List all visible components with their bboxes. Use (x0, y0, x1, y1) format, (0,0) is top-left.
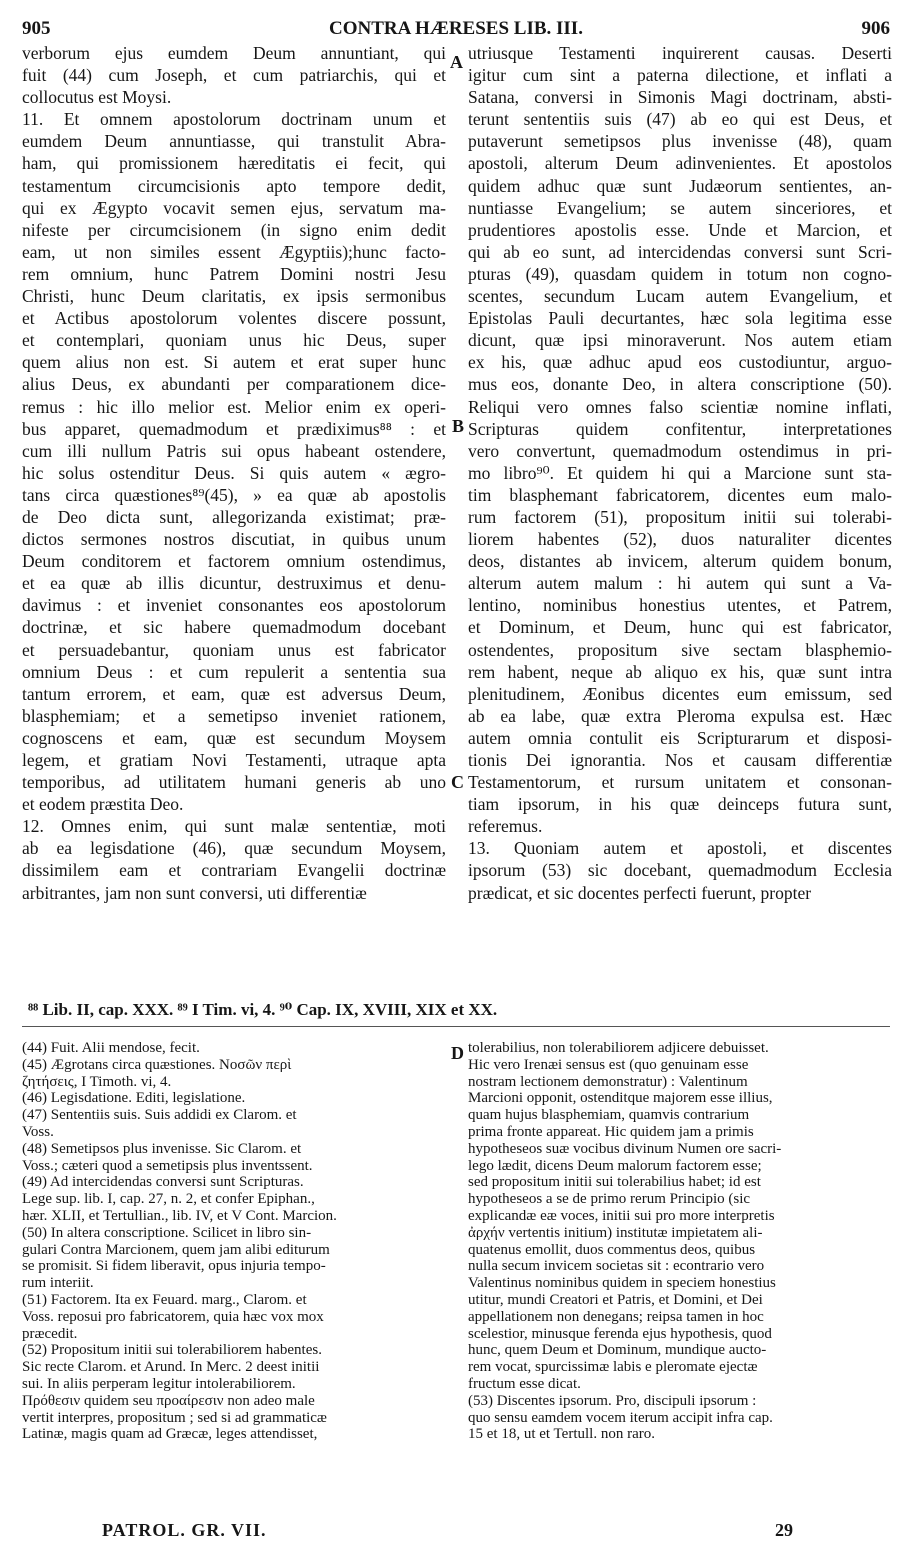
text-line: (44) Fuit. Alii mendose, fecit. (22, 1040, 200, 1056)
notes-right-column (468, 1040, 892, 1443)
text-line: (45) Ægrotans circa quæstiones. Νοσῶν περὶ (22, 1056, 292, 1073)
text-line: arbitrantes, jam non sunt conversi, uti differentiæ (22, 882, 367, 903)
text-line: referemus. (468, 816, 543, 837)
text-line: Voss.; cæteri quod a semetipsis plus inventssent. (22, 1157, 313, 1174)
text-line: dictos sermones nostros discutiat, in quibus unum (22, 529, 446, 550)
text-line: Christi, hunc Deum claritatis, ex ipsis sermonibus (22, 286, 446, 307)
text-line: rem omnium, hunc Patrem Domini nostri Jesu (22, 263, 446, 284)
text-line: verborum ejus eumdem Deum annuntiant, qui (22, 43, 446, 63)
text-line: et Actibus apostolorum volentes discere possunt, (22, 308, 446, 329)
text-line: sed propositum initii sui tolerabilius habet; id est (468, 1174, 761, 1191)
text-line: ipsorum (53) sic docebant, quemadmodum Ecclesia (468, 860, 892, 881)
text-line: præcedit. (22, 1325, 78, 1342)
text-line: Lege sup. lib. I, cap. 27, n. 2, et confer Epiphan., (22, 1191, 315, 1208)
text-line: rem habent, neque ab aliquo ex his, quæ sunt intra (468, 661, 892, 682)
text-line: quidem adhuc quæ sunt Judæorum sentientes, an- (468, 175, 892, 196)
text-line: (53) Discentes ipsorum. Pro, discipuli ipsorum : (468, 1392, 757, 1409)
text-line: putaverunt semetipsos plus invenisse (48), quam (468, 131, 892, 152)
text-line: se promisit. Si fidem liberavit, opus injuria tempo- (22, 1258, 326, 1275)
footer-signature: 29 (775, 1520, 793, 1540)
text-line: fuit (44) cum Joseph, et cum patriarchis, qui et (22, 65, 446, 86)
text-line: hunc, quem Deum et Dominum, mundique aucto- (468, 1342, 767, 1359)
margin-letter-b: B (452, 416, 465, 436)
text-line: liorem habentes (52), duos naturaliter dicentes (468, 529, 892, 550)
text-line: nostram lectionem demonstratur) : Valentinum (468, 1073, 748, 1090)
text-line: mus eos, donante Deo, in altera conscriptione (50). (468, 374, 892, 395)
text-line: 11. Et omnem apostolorum doctrinam unum et (22, 109, 446, 130)
text-line: quem alius non est. Si autem et erat super hunc (22, 352, 446, 373)
text-line: quam hujus blasphemiam, quamvis contrarium (468, 1107, 750, 1124)
text-line: utitur, mundi Creatori et Patris, et Domini, et Dei (468, 1291, 763, 1308)
text-line: rem vocat, spurcissimæ labis e pleromate ejectæ (468, 1359, 758, 1376)
text-line: davimus : et inveniet consonantes eos apostolorum (22, 595, 446, 616)
text-line: nulla secum invicem societas sit : econtrario vero (468, 1258, 765, 1275)
text-line: Sic recte Clarom. et Arund. In Merc. 2 deest initii (22, 1359, 320, 1376)
text-line: gulari Contra Marcionem, quem jam alibi editurum (22, 1241, 330, 1258)
text-line: scelestior, minusque ferenda ejus hypothesis, quod (468, 1325, 772, 1342)
text-line: Latinæ, magis quam ad Græcæ, leges attendisset, (22, 1426, 318, 1443)
footnote-divider (22, 1026, 890, 1027)
text-line: et Dominum, et Deum, hunc qui est fabricator, (468, 617, 892, 638)
text-line: prædicat, et sic docentes perfecti fuerunt, propter (468, 882, 812, 903)
text-line: omnium Deus : et cum repulerit a sententia sua (22, 661, 446, 682)
text-line: de Deo dicta sunt, allegorizanda existimat; præ- (22, 506, 446, 527)
text-line: ham, qui promissionem hæreditatis ei fecit, qui (22, 153, 446, 174)
text-line: temporibus, ad utilitatem humani generis ab uno (22, 772, 446, 793)
text-line: Hic vero Irenæi sensus est (quo genuinam esse (468, 1056, 749, 1073)
text-line: 12. Omnes enim, qui sunt malæ sententiæ, moti (22, 816, 446, 837)
main-text-left-column (22, 42, 446, 904)
text-line: Marcioni opponit, ostenditque majorem esse illius, (468, 1090, 773, 1107)
text-line: alius Deus, ex abundanti per comparationem dice- (22, 374, 446, 395)
text-line: hær. XLII, et Tertullian., lib. IV, et V Cont. Marcion. (22, 1207, 337, 1224)
text-line: Voss. (22, 1123, 54, 1140)
text-line: vertit interpres, propositum ; sed si ad grammaticæ (22, 1409, 327, 1426)
text-line: tionis Dei ignorantia. Nos et causam differentiæ (468, 750, 892, 770)
text-line: sui. In aliis perperam legitur intolerabiliorem. (22, 1375, 296, 1392)
text-line: eam, ut non similes essent Ægyptiis);hunc facto- (22, 241, 446, 262)
text-line: vero convertunt, quemadmodum ostendimus in pri- (468, 440, 892, 461)
text-line: igitur cum sint a paterna dilectione, et inflati a (468, 65, 892, 86)
text-line: (52) Propositum initii sui tolerabiliorem habentes. (22, 1342, 322, 1359)
text-line: Πρόθεσιν quidem seu προαίρεσιν non adeo male (22, 1392, 315, 1409)
margin-letter-c: C (451, 772, 464, 792)
main-text-right-column (468, 42, 892, 904)
text-line: collocutus est Moysi. (22, 87, 172, 108)
text-line: rum factorem (51), propositum initii sui tolerabi- (468, 506, 892, 527)
text-line: tolerabilius, non tolerabiliorem adjicere debuisset. (468, 1040, 769, 1056)
text-line: mo libro⁹⁰. Et quidem hi qui a Marcione sunt sta- (468, 462, 892, 483)
running-title: CONTRA HÆRESES LIB. III. (329, 18, 583, 39)
text-line: (48) Semetipsos plus invenisse. Sic Clarom. et (22, 1140, 302, 1157)
text-line: Testamentorum, et rursum unitatem et consonan- (468, 772, 892, 793)
text-line: ab ea labe, quæ extra Pleroma expulsa est. Hæc (468, 705, 892, 726)
text-line: 15 et 18, ut et Tertull. non raro. (468, 1426, 655, 1443)
text-line: alterum autem malum : hi autem qui sunt a Va- (468, 573, 892, 594)
text-line: bus apparet, quemadmodum et prædiximus⁸⁸ : et (22, 418, 446, 439)
text-line: tiam ipsorum, in his quæ deinceps futura sunt, (468, 794, 892, 815)
text-line: Deum conditorem et factorem omnium ostendimus, (22, 551, 446, 572)
text-line: eumdem Deum annuntiasse, qui transtulit Abra- (22, 131, 446, 152)
text-line: utriusque Testamenti inquirerent causas. Deserti (468, 43, 892, 63)
text-line: et eodem præstita Deo. (22, 794, 184, 815)
text-line: tim blasphemant fabricatorem, dicentes eum malo- (468, 484, 892, 505)
text-line: tantum errorem, et eam, quæ est adversus Deum, (22, 683, 446, 704)
footer-volume: PATROL. GR. VII. (102, 1520, 267, 1540)
text-line: hypotheseos a se de primo rerum Principio (sic (468, 1191, 751, 1208)
text-line: 13. Quoniam autem et apostoli, et discentes (468, 838, 892, 859)
text-line: plenitudinem, Æonibus dicentes eum emissum, sed (468, 683, 892, 704)
text-line: hypotheseos suæ vocibus divinum Numen ore sacri- (468, 1140, 782, 1157)
text-line: qui ex Ægypto vocavit semen ejus, servatum ma- (22, 197, 446, 218)
text-line: Satana, conversi in Simonis Magi doctrinam, absti- (468, 87, 892, 108)
text-line: pturas (49), quasdam quidem in totum non cogno- (468, 263, 892, 284)
page-footer (0, 1520, 912, 1544)
page-number-right: 906 (861, 18, 890, 39)
text-line: testamentum circumcisionis apto tempore dedit, (22, 175, 446, 196)
text-line: deos, distantes ab invicem, alterum quidem bonum, (468, 551, 892, 572)
text-line: (51) Factorem. Ita ex Feuard. marg., Clarom. et (22, 1291, 307, 1308)
text-line: (50) In altera conscriptione. Scilicet in libro sin- (22, 1224, 312, 1241)
text-line: cum illi nullum Patris sui opus habeant ostendere, (22, 440, 446, 461)
text-line: prima fronte appareat. Hic quidem jam a primis (468, 1123, 754, 1140)
text-line: dissimilem eam et contrariam Evangelii doctrinæ (22, 860, 446, 881)
text-line: ex his, quæ adhuc apud eos custodiuntur, arguo- (468, 352, 892, 373)
text-line: (49) Ad intercidendas conversi sunt Scripturas. (22, 1174, 304, 1191)
text-line: rum interiit. (22, 1275, 94, 1292)
text-line: Epistolas Pauli decurtantes, hæc sola legitima esse (468, 308, 892, 329)
text-line: hic solus ostenditur Deus. Si quis autem « ægro- (22, 462, 446, 483)
text-line: quo sensu eamdem vocem iterum accipit infra cap. (468, 1409, 773, 1426)
text-line: cognoscens et eam, quæ est secundum Moysem (22, 727, 446, 748)
text-line: scentes, secundum Lucam autem Evangelium, et (468, 286, 892, 307)
text-line: et ea quæ ab illis dicuntur, destruximus et denu- (22, 573, 446, 594)
text-line: ἀρχήν vertentis initium) institutæ impietatem ali- (468, 1224, 763, 1241)
text-line: dicunt, quæ ipsi minoraverunt. Nos autem etiam (468, 330, 892, 351)
text-line: explicandæ eæ voces, initii sui pro more interpretis (468, 1207, 775, 1224)
text-line: prudentiores apostolis esse. Unde et Marcion, et (468, 219, 892, 240)
page-number-left: 905 (22, 18, 51, 39)
text-line: doctrinæ, et sic habere quemadmodum docebant (22, 617, 446, 638)
text-line: Reliqui vero omnes falso scientiæ nomine inflati, (468, 396, 892, 417)
text-line: apostoli, alterum Deum adinvenientes. Et apostolos (468, 153, 892, 174)
margin-letter-d: D (451, 1043, 464, 1063)
text-line: qui ab eo sunt, ad intercidendas conversi sunt Scri- (468, 241, 892, 262)
text-line: ab ea legisdatione (46), quæ secundum Moysem, (22, 838, 446, 859)
text-line: lentino, nominibus honestius utentes, et Patrem, (468, 595, 892, 616)
text-line: nuntiasse Evangelium; se autem sinceriores, et (468, 197, 892, 218)
text-line: ζητήσεις, I Timoth. vi, 4. (22, 1073, 172, 1090)
footnote-references: ⁸⁸ Lib. II, cap. XXX. ⁸⁹ I Tim. vi, 4. ⁹⁰ Cap. IX, XVIII, XIX et XX. (28, 1000, 498, 1019)
text-line: autem omnia contulit eis Scripturarum et disposi- (468, 727, 892, 748)
text-line: lego lædit, dicens Deum malorum factorem esse; (468, 1157, 762, 1174)
text-line: et contemplari, quoniam unus hic Deus, super (22, 330, 446, 351)
margin-letter-a: A (450, 52, 463, 72)
text-line: nifeste per circumcisionem (in signo enim dedit (22, 219, 446, 240)
text-line: et persuadebantur, quoniam unus est fabricator (22, 639, 446, 660)
text-line: fructum esse dicat. (468, 1375, 581, 1392)
text-line: remus : hic illo melior est. Melior enim ex operi- (22, 396, 446, 417)
text-line: (46) Legisdatione. Editi, legislatione. (22, 1090, 246, 1107)
text-line: legem, et gratiam Novi Testamenti, utraque apta (22, 750, 446, 770)
notes-left-column (22, 1040, 446, 1443)
text-line: (47) Sententiis suis. Suis addidi ex Clarom. et (22, 1107, 297, 1124)
text-line: terunt sententiis suis (47) ab eo qui est Deus, et (468, 109, 892, 130)
text-line: Scripturas quidem confitentur, interpretationes (468, 418, 892, 439)
text-line: appellationem non denegans; reipsa tamen in hoc (468, 1308, 764, 1325)
text-line: ostendentes, propositum sive sectam blasphemio- (468, 639, 892, 660)
text-line: Voss. reposui pro fabricatorem, quia hæc vox mox (22, 1308, 324, 1325)
text-line: Valentinus nominibus quidem in speciem honestius (468, 1275, 776, 1292)
text-line: tans circa quæstiones⁸⁹(45), » ea quæ ab apostolis (22, 484, 446, 505)
text-line: quatenus emollit, duos commentus deos, quibus (468, 1241, 756, 1258)
text-line: blasphemiam; et a semetipso inveniet rationem, (22, 705, 446, 726)
